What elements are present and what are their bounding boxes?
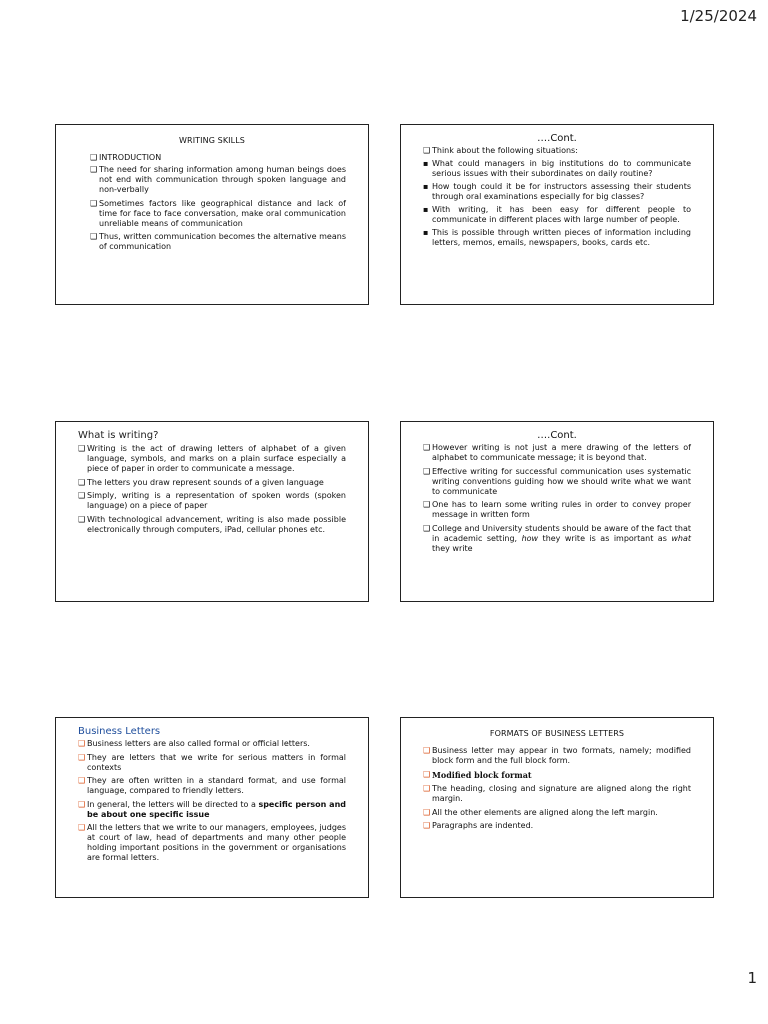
list-item: ▪ With writing, it has been easy for different people to communicate in different places with large number of people. [423,205,691,224]
bullet-list [423,146,691,248]
slide-writing-skills [55,124,369,305]
slide-title: ….Cont. [537,430,577,441]
list-item: ❑ However writing is not just a mere drawing of the letters of alphabet to communicate message; it is beyond that. [423,443,691,462]
list-item: ❑ Modified block format [423,769,532,780]
slide-formats-of-business-letters [400,717,714,898]
list-item: ❑ The letters you draw represent sounds of a given language [78,477,324,487]
list-item: ❑ In general, the letters will be directed to a specific person and be about one specific issue [78,799,346,819]
checkbox-bullet-icon: ❑ [423,784,431,793]
checkbox-bullet-icon: ❑ [423,769,431,779]
list-item: ▪ What could managers in big institutions do to communicate serious issues with their subordinates on daily routine? [423,159,691,178]
slide-title: FORMATS OF BUSINESS LETTERS [489,729,625,738]
checkbox-bullet-icon: ❑ [90,153,98,162]
checkbox-bullet-icon: ❑ [78,752,86,762]
checkbox-bullet-icon: ❑ [78,739,86,748]
checkbox-bullet-icon: ❑ [423,807,431,817]
square-bullet-icon: ▪ [423,205,429,214]
checkbox-bullet-icon: ❑ [90,165,98,174]
checkbox-bullet-icon: ❑ [423,746,431,755]
list-item: ❑ Sometimes factors like geographical distance and lack of time for face to face conversation, make oral communication unreliable means of communication [90,198,346,228]
list-item: ❑ They are letters that we write for serious matters in formal contexts [78,752,346,772]
list-item: ❑ All the other elements are aligned along the left margin. [423,807,658,817]
checkbox-bullet-icon: ❑ [423,443,431,452]
list-item: ❑ One has to learn some writing rules in order to convey proper message in written form [423,500,691,519]
bullet-list [78,153,346,252]
slide-business-letters [55,717,369,898]
list-item: ❑ Think about the following situations: [423,146,578,155]
checkbox-bullet-icon: ❑ [78,444,86,453]
bullet-list [78,444,346,535]
list-item: ❑ Effective writing for successful communication uses systematic writing conventions guiding how we should write what we want to communicate [423,466,691,496]
square-bullet-icon: ▪ [423,228,429,237]
slide-title: What is writing? [78,430,159,441]
checkbox-bullet-icon: ❑ [78,799,86,809]
list-item: ❑ Business letter may appear in two formats, namely; modified block form and the full block form. [423,746,691,765]
slide-what-is-writing [55,421,369,602]
list-item: ❑ Paragraphs are indented. [423,821,534,830]
bullet-list [423,443,691,554]
checkbox-bullet-icon: ❑ [90,232,98,241]
list-item: ❑ Business letters are also called formal or official letters. [78,739,310,748]
bullet-list [78,739,346,863]
page-date: 1/25/2024 [680,7,757,25]
list-item: ❑ The heading, closing and signature are aligned along the right margin. [423,784,691,803]
list-item: ❑ With technological advancement, writing is also made possible electronically through computers, iPad, cellular phones etc. [78,514,346,534]
list-item: ❑ INTRODUCTION [90,153,162,162]
list-item: ❑ They are often written in a standard format, and use formal language, compared to friendly letters. [78,776,346,795]
list-item: ▪ How tough could it be for instructors assessing their students through oral examinations especially for big classes? [423,182,691,201]
list-item: ❑ All the letters that we write to our managers, employees, judges at court of law, head of departments and many other people holding important positions in the government or organisations are formal letters. [78,823,346,862]
list-item: ❑ Thus, written communication becomes the alternative means of communication [90,232,346,251]
checkbox-bullet-icon: ❑ [78,776,86,785]
checkbox-bullet-icon: ❑ [78,491,86,500]
checkbox-bullet-icon: ❑ [78,477,86,487]
bullet-list [423,746,691,831]
checkbox-bullet-icon: ❑ [423,500,431,509]
slide-title: WRITING SKILLS [179,136,245,145]
square-bullet-icon: ▪ [423,159,429,168]
checkbox-bullet-icon: ❑ [78,514,86,524]
page-number: 1 [747,969,757,987]
checkbox-bullet-icon: ❑ [423,821,431,830]
checkbox-bullet-icon: ❑ [423,523,431,533]
checkbox-bullet-icon: ❑ [423,146,431,155]
slide-cont-writing-rules [400,421,714,602]
list-item: ❑ Writing is the act of drawing letters of alphabet of a given language, symbols, and marks on a plain surface especially a piece of paper in order to communicate a message. [78,444,346,473]
checkbox-bullet-icon: ❑ [423,466,431,476]
slide-title: Business Letters [78,726,161,737]
list-item: ❑ The need for sharing information among human beings does not end with communication through spoken language and non-verbally [90,165,346,194]
checkbox-bullet-icon: ❑ [78,823,86,832]
checkbox-bullet-icon: ❑ [90,198,98,208]
slide-title: ….Cont. [537,133,577,144]
square-bullet-icon: ▪ [423,182,429,191]
list-item: ❑ College and University students should be aware of the fact that in academic setting, how they write is as important as what they write [423,523,691,553]
slide-cont-situations [400,124,714,305]
list-item: ❑ Simply, writing is a representation of spoken words (spoken language) on a piece of paper [78,491,346,510]
list-item: ▪ This is possible through written pieces of information including letters, memos, emails, newspapers, books, cards etc. [423,228,691,247]
